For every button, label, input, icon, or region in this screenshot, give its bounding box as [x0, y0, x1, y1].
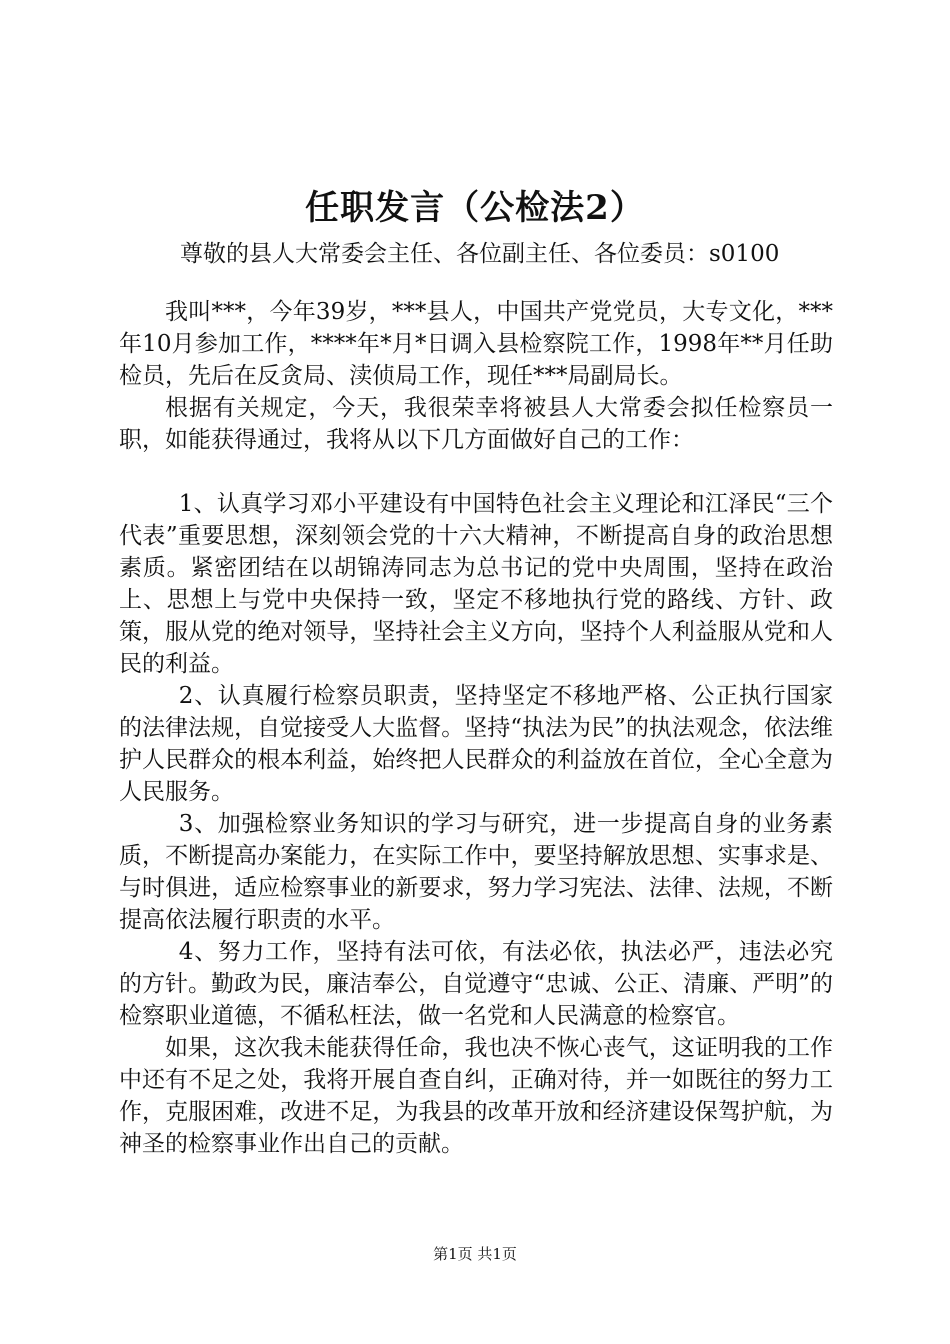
paragraph-gap	[119, 456, 833, 488]
paragraph-closing: 如果，这次我未能获得任命，我也决不恢心丧气，这证明我的工作中还有不足之处，我将开展自查自纠，正确对待，并一如既往的努力工作，克服困难，改进不足，为我县的改革开放和经济建设保驾护航，为神圣的检察事业作出自己的贡献。	[119, 1035, 833, 1157]
paragraph-plan: 根据有关规定，今天，我很荣幸将被县人大常委会拟任检察员一职，如能获得通过，我将从以下几方面做好自己的工作：	[119, 395, 833, 453]
paragraph-intro: 我叫***，今年39岁，***县人，中国共产党党员，大专文化，***年10月参加工作，****年*月*日调入县检察院工作，1998年**月任助检员，先后在反贪局、渎侦局工作，现任***局副局长。	[119, 299, 833, 389]
paragraph-item-1: 1、认真学习邓小平建设有中国特色社会主义理论和江泽民“三个代表”重要思想，深刻领会党的十六大精神，不断提高自身的政治思想素质。紧密团结在以胡锦涛同志为总书记的党中央周围，坚持在政治上、思想上与党中央保持一致，坚定不移地执行党的路线、方针、政策，服从党的绝对领导，坚持社会主义方向，坚持个人利益服从党和人民的利益。	[119, 491, 833, 677]
paragraph-item-2: 2、认真履行检察员职责，坚持坚定不移地严格、公正执行国家的法律法规，自觉接受人大监督。坚持“执法为民”的执法观念，依法维护人民群众的根本利益，始终把人民群众的利益放在首位，全心全意为人民服务。	[119, 683, 833, 805]
paragraph-item-4: 4、努力工作，坚持有法可依，有法必依，执法必严，违法必究的方针。勤政为民，廉洁奉公，自觉遵守“忠诚、公正、清廉、严明”的检察职业道德，不循私枉法，做一名党和人民满意的检察官。	[119, 939, 833, 1029]
page-footer: 第1页 共1页	[433, 1245, 517, 1263]
salutation: 尊敬的县人大常委会主任、各位副主任、各位委员：s0100	[180, 241, 780, 267]
document-body	[119, 296, 833, 1160]
paragraph-item-3: 3、加强检察业务知识的学习与研究，进一步提高自身的业务素质，不断提高办案能力，在实际工作中，要坚持解放思想、实事求是、与时俱进，适应检察事业的新要求，努力学习宪法、法律、法规，不断提高依法履行职责的水平。	[119, 811, 833, 933]
document-title: 任职发言（公检法2）	[305, 188, 645, 228]
